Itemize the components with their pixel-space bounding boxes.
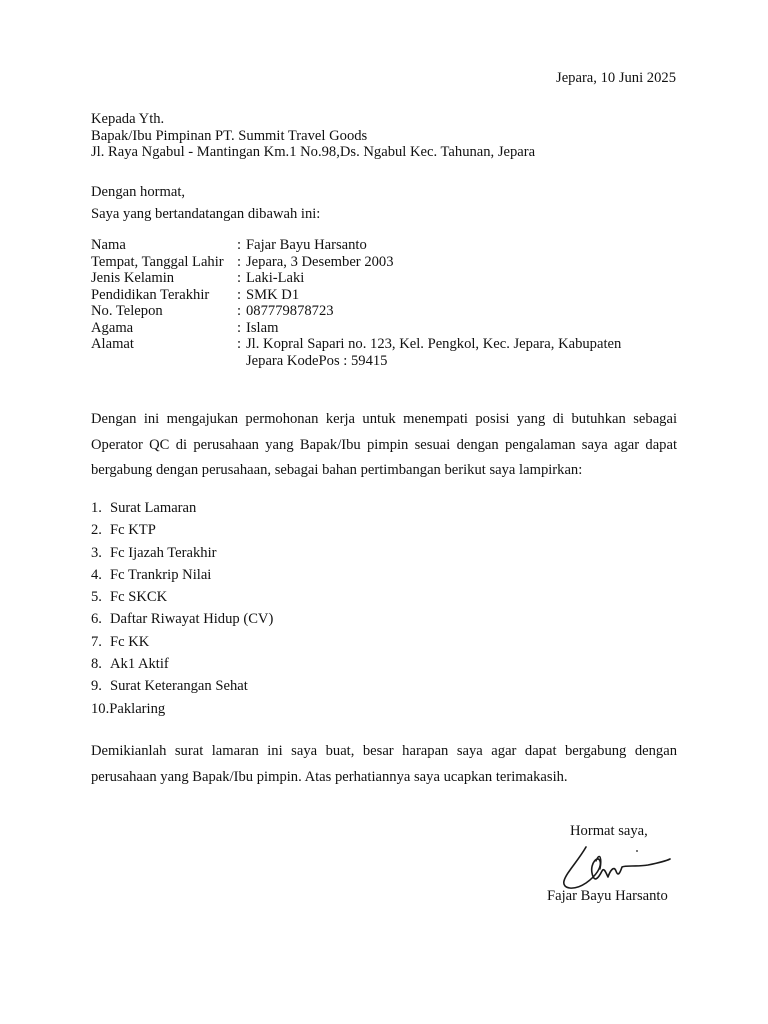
list-text: Fc SKCK [110, 589, 168, 606]
info-colon: : [237, 253, 242, 270]
list-item [91, 497, 273, 519]
list-number: 7. [91, 633, 102, 650]
info-colon: : [237, 319, 242, 336]
info-label: Agama [91, 319, 134, 336]
recipient-block [91, 111, 535, 161]
list-number: 4. [91, 566, 102, 583]
list-number: 5. [91, 589, 102, 606]
address-continuation: Jepara KodePos : 59415 [246, 352, 388, 369]
body-paragraph-2: Demikianlah surat lamaran ini saya buat, besar harapan saya agar dapat bergabung dengan perusahaan yang Bapak/Ibu pimpin. Atas perhatiannya saya ucapkan terimakasih. [91, 743, 677, 785]
list-text: Daftar Riwayat Hidup (CV) [110, 611, 274, 628]
info-colon: : [237, 303, 242, 319]
list-text: Fc Trankrip Nilai [110, 566, 212, 583]
salutation: Dengan hormat, [91, 184, 186, 200]
list-text: Fc Ijazah Terakhir [110, 544, 217, 561]
info-value: Jl. Kopral Sapari no. 123, Kel. Pengkol, Kec. Jepara, Kabupaten [246, 336, 622, 352]
recipient-line-2: Bapak/Ibu Pimpinan PT. Summit Travel Goods [91, 127, 368, 144]
list-number: 9. [91, 678, 102, 695]
intro-text: Saya yang bertandatangan dibawah ini: [91, 205, 321, 222]
info-label: Nama [91, 237, 126, 253]
list-item [91, 675, 273, 697]
list-item [91, 698, 273, 720]
list-number: 10. [91, 700, 110, 717]
signer-name: Fajar Bayu Harsanto [547, 888, 668, 904]
info-colon: : [237, 336, 242, 352]
list-text: Surat Keterangan Sehat [110, 678, 248, 695]
list-item [91, 608, 273, 630]
greeting-block [91, 184, 320, 222]
info-value: Jepara, 3 Desember 2003 [246, 253, 394, 270]
info-label: Pendidikan Terakhir [91, 286, 210, 303]
list-number: 3. [91, 544, 102, 561]
info-value: 087779878723 [246, 303, 334, 319]
list-item [91, 564, 273, 586]
info-value: Islam [246, 319, 279, 336]
list-item [91, 631, 273, 653]
info-colon: : [237, 237, 242, 253]
closing-text: Hormat saya, [570, 823, 648, 839]
list-item [91, 653, 273, 675]
letter-date: Jepara, 10 Juni 2025 [556, 70, 676, 86]
info-label: Alamat [91, 336, 134, 352]
info-label: Jenis Kelamin [91, 270, 175, 286]
info-value: Laki-Laki [246, 270, 305, 286]
list-item [91, 586, 273, 608]
list-number: 8. [91, 656, 102, 673]
list-number: 1. [91, 500, 102, 516]
list-text: Ak1 Aktif [110, 656, 169, 673]
list-text: Paklaring [109, 700, 166, 717]
attachment-list [91, 497, 273, 720]
info-label: No. Telepon [91, 303, 163, 319]
list-number: 6. [91, 611, 102, 628]
info-value: SMK D1 [246, 286, 300, 303]
recipient-line-3: Jl. Raya Ngabul - Mantingan Km.1 No.98,Ds. Ngabul Kec. Tahunan, Jepara [91, 144, 536, 160]
info-value: Fajar Bayu Harsanto [246, 237, 367, 253]
info-colon: : [237, 270, 242, 286]
info-label: Tempat, Tanggal Lahir [91, 253, 224, 270]
recipient-line-1: Kepada Yth. [91, 111, 165, 127]
list-text: Fc KTP [110, 522, 156, 539]
list-item [91, 542, 273, 564]
list-item [91, 519, 273, 541]
info-colon: : [237, 286, 242, 303]
list-text: Fc KK [110, 633, 150, 650]
body-paragraph-1: Dengan ini mengajukan permohonan kerja untuk menempati posisi yang di butuhkan sebagai Operator QC di perusahaan yang Bapak/Ibu pimpin sesuai dengan pengalaman saya agar dapat bergabung dengan perusahaan, sebagai bahan pertimbangan berikut saya lampirkan: [91, 411, 677, 478]
list-text: Surat Lamaran [110, 500, 197, 516]
list-number: 2. [91, 522, 102, 539]
